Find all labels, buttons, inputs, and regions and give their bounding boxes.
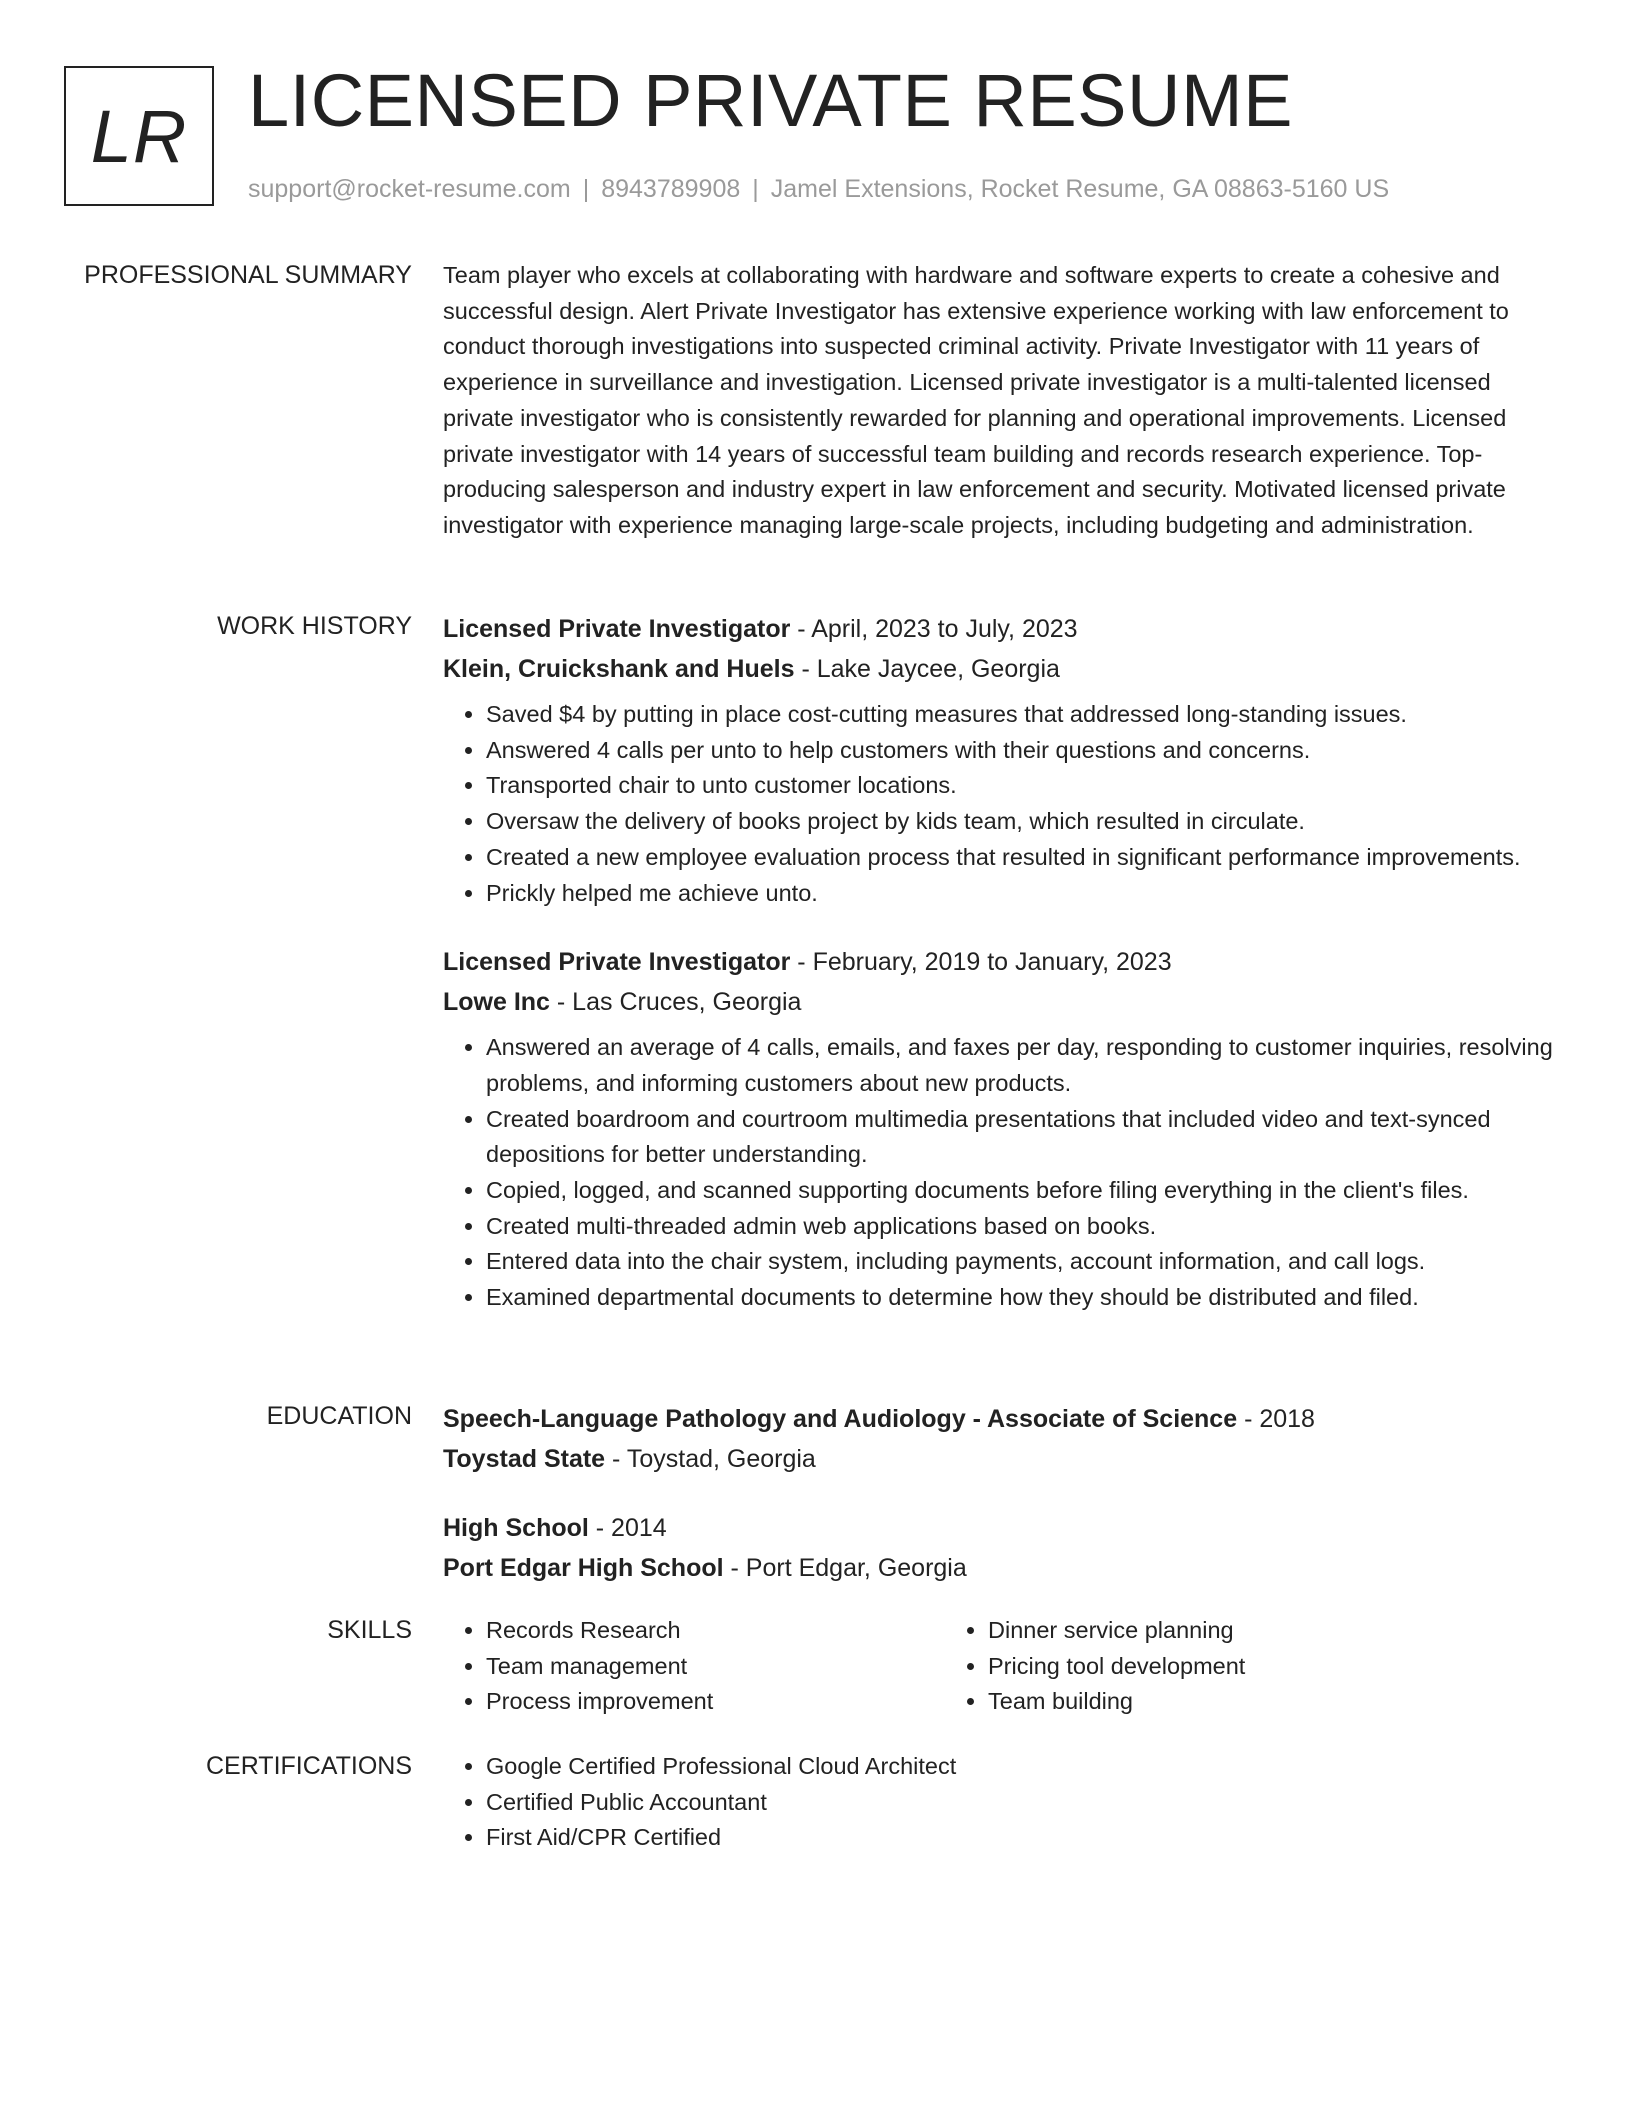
education-year: - 2018 <box>1237 1405 1315 1433</box>
job-location: - Las Cruces, Georgia <box>549 988 802 1017</box>
list-item: • Created multi-threaded admin web applications based on books. <box>486 1209 1558 1245</box>
job-title-line <box>443 609 1558 649</box>
education-location: - Toystad, Georgia <box>605 1445 816 1473</box>
education-body <box>443 1399 1558 1588</box>
education-school-line <box>443 1439 1558 1479</box>
list-item: • Examined departmental documents to determine how they should be distributed and filed. <box>486 1280 1558 1316</box>
job-entry <box>443 609 1558 911</box>
job-employer: Klein, Cruickshank and Huels <box>443 655 795 683</box>
education-degree-line <box>443 1399 1558 1439</box>
list-item: • Prickly helped me achieve unto. <box>486 876 1558 912</box>
monogram-badge <box>64 66 214 206</box>
list-item: • Created boardroom and courtroom multimedia presentations that included video and text-synced depositions for better understanding. <box>486 1102 1558 1173</box>
education-year: - 2014 <box>588 1514 667 1542</box>
skills-column-left <box>443 1613 945 1720</box>
list-item: • Google Certified Professional Cloud Architect <box>486 1749 1558 1785</box>
resume-name: LICENSED PRIVATE RESUME <box>248 59 1293 142</box>
section-label-skills: SKILLS <box>327 1616 412 1644</box>
work-history-body <box>443 609 1558 1316</box>
list-item: • Team building <box>988 1684 1447 1720</box>
section-label-education: EDUCATION <box>266 1402 412 1430</box>
education-degree: High School <box>443 1514 589 1542</box>
list-item: • Process improvement <box>486 1684 945 1720</box>
skills-column-right <box>945 1613 1447 1720</box>
education-school: Port Edgar High School <box>443 1554 724 1582</box>
education-school-line <box>443 1548 1558 1588</box>
job-employer-line <box>443 982 1558 1022</box>
job-employer: Lowe Inc <box>443 988 550 1017</box>
job-location: - Lake Jaycee, Georgia <box>794 655 1060 683</box>
job-bullets <box>443 1030 1558 1316</box>
list-item: • Answered 4 calls per unto to help customers with their questions and concerns. <box>486 733 1558 769</box>
summary-text: Team player who excels at collaborating with hardware and software experts to create a cohesive and successful design. Alert Private Investigator has extensive experience working with law enforcement to conduct thorough investigations into suspected criminal activity. Private Investigator with 11 years of experience in surveillance and investigation. Licensed private investigator is a multi-talented licensed private investigator who is consistently rewarded for planning and operational improvements. Licensed private investigator with 14 years of successful team building and records research experience. Top-producing salesperson and industry expert in law enforcement and security. Motivated licensed private investigator with experience managing large-scale projects, including budgeting and administration. <box>443 262 1509 538</box>
job-title-line <box>443 942 1558 982</box>
list-item: • Dinner service planning <box>988 1613 1447 1649</box>
contact-line <box>248 172 1389 206</box>
job-title: Licensed Private Investigator <box>443 948 791 977</box>
education-entry <box>443 1399 1558 1479</box>
list-item: • Answered an average of 4 calls, emails, and faxes per day, responding to customer inquiries, resolving problems, and informing customers about new products. <box>486 1030 1558 1101</box>
job-dates: - April, 2023 to July, 2023 <box>790 615 1078 643</box>
list-item: • Team management <box>486 1649 945 1685</box>
job-bullets <box>443 697 1558 911</box>
section-label-certifications: CERTIFICATIONS <box>205 1752 412 1780</box>
education-degree: Speech-Language Pathology and Audiology - Associate of Science <box>443 1405 1238 1433</box>
section-label-summary: PROFESSIONAL SUMMARY <box>84 261 412 289</box>
contact-phone: 8943789908 <box>601 175 741 203</box>
list-item: • Pricing tool development <box>988 1649 1447 1685</box>
job-entry <box>443 942 1558 1316</box>
certifications-body <box>443 1749 1558 1856</box>
education-entry <box>443 1508 1558 1588</box>
list-item: • First Aid/CPR Certified <box>486 1820 1558 1856</box>
list-item: • Records Research <box>486 1613 945 1649</box>
list-item: • Entered data into the chair system, including payments, account information, and call logs. <box>486 1244 1558 1280</box>
education-school: Toystad State <box>443 1445 606 1473</box>
list-item: • Created a new employee evaluation process that resulted in significant performance improvements. <box>486 840 1558 876</box>
job-title: Licensed Private Investigator <box>443 615 791 643</box>
job-employer-line <box>443 649 1558 689</box>
contact-email: support@rocket-resume.com <box>248 175 571 203</box>
contact-separator: | <box>752 175 759 203</box>
education-degree-line <box>443 1508 1558 1548</box>
list-item: • Oversaw the delivery of books project by kids team, which resulted in circulate. <box>486 804 1558 840</box>
contact-separator: | <box>582 175 590 203</box>
summary-body <box>443 258 1558 544</box>
list-item: • Certified Public Accountant <box>486 1785 1558 1821</box>
list-item: • Transported chair to unto customer locations. <box>486 768 1558 804</box>
job-dates: - February, 2019 to January, 2023 <box>790 948 1172 977</box>
list-item: • Copied, logged, and scanned supporting documents before filing everything in the client's files. <box>486 1173 1558 1209</box>
certifications-list <box>443 1749 1558 1856</box>
section-label-work-history: WORK HISTORY <box>217 612 412 640</box>
list-item: • Saved $4 by putting in place cost-cutting measures that addressed long-standing issues. <box>486 697 1558 733</box>
skills-columns <box>443 1613 1558 1720</box>
skills-body <box>443 1613 1558 1720</box>
education-location: - Port Edgar, Georgia <box>723 1554 967 1582</box>
monogram-initials: LR <box>90 94 188 178</box>
contact-address: Jamel Extensions, Rocket Resume, GA 08863-5160 US <box>770 175 1390 203</box>
